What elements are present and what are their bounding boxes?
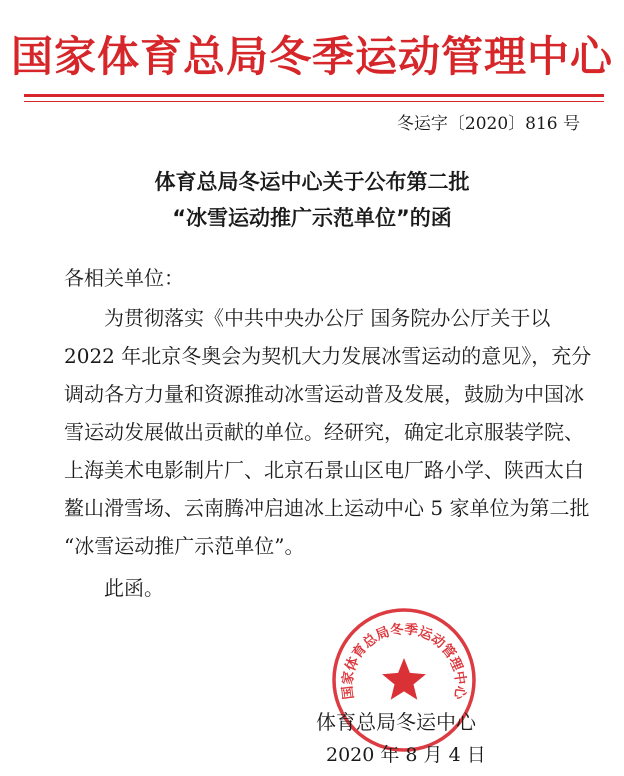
body-line-2: 2022 年北京冬奥会为契机大力发展冰雪运动的意见》，充分 [64,344,592,368]
red-star-icon [382,658,426,700]
letterhead-title: 国家体育总局冬季运动管理中心 [10,32,613,81]
issue-date: 2020 年 8 月 4 日 [326,744,486,766]
letter-title-line-2: “冰雪运动推广示范单位”的函 [172,206,452,230]
letter-title-line-1: 体育总局冬运中心关于公布第二批 [154,170,470,194]
closing-text: 此函。 [104,576,164,600]
body-line-1: 为贯彻落实《中共中央办公厅 国务院办公厅关于以 [104,306,551,330]
body-line-3: 调动各方力量和资源推动冰雪运动普及发展，鼓励为中国冰 [64,382,584,406]
letterhead-rule-thin [24,101,604,102]
body-line-4: 雪运动发展做出贡献的单位。经研究，确定北京服装学院、 [64,420,584,444]
letterhead-rule-thick [24,94,604,97]
body-line-7: “冰雪运动推广示范单位”。 [64,534,305,558]
body-line-6: 鳌山滑雪场、云南腾冲启迪冰上运动中心 5 家单位为第二批 [64,496,590,520]
signature-org: 体育总局冬运中心 [316,710,476,734]
body-line-5: 上海美术电影制片厂、北京石景山区电厂路小学、陕西太白 [64,458,584,482]
seal-text: 国家体育总局冬季运动管理中心 [339,621,469,701]
salutation: 各相关单位： [64,266,184,290]
document-number: 冬运字〔2020〕816 号 [396,114,580,134]
